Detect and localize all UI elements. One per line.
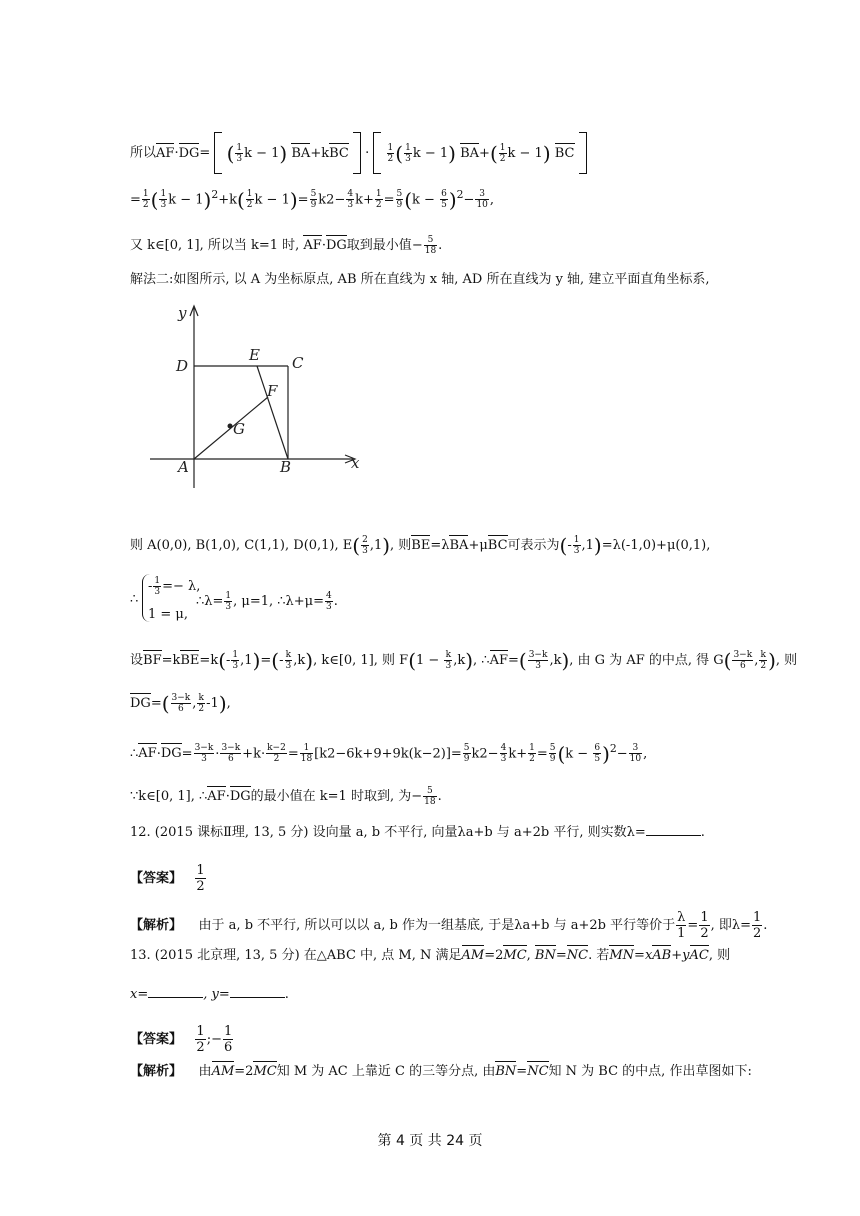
p13-y-label: , y= (203, 987, 230, 1002)
problem13-answer: 【答案】 $\frac{1}{2}$ ;− $\frac{1}{6}$ (130, 1024, 233, 1055)
min-den: 18 (424, 246, 437, 256)
system-eq1: - $\frac{1}{3}$ =− λ, (148, 576, 201, 597)
label-x: x (351, 454, 360, 472)
solution1-line1: 所以AF·DG= ( $\frac{1}{3}$ k − 1) BA+kBC · $\frac{1}{2}$ ( $\frac{1}{3}$ k − 1) BA+( $\frac{1}{2}$ k − 1) BC (130, 132, 587, 174)
p13-analysis-label: 【解析】 (130, 1064, 183, 1079)
text-final-tail2: . (437, 789, 442, 804)
problem13-header: 13. (2015 北京理, 13, 5 分) 在△ABC 中, 点 M, N 满足AM=2MC, BN=NC. 若MN=xAB+yAC, 则 (130, 948, 731, 963)
text-min-tail: 取到最小值 (346, 238, 412, 253)
text-set: 设 (130, 653, 144, 668)
solution2-coords: 则 A(0,0), B(1,0), C(1,1), D(0,1), E( $\frac{2}{3}$ ,1), 则BE=λBA+μBC可表示为(- $\frac{1}{3}$ ,1)=λ(-1,0)+μ(0,1), (130, 533, 711, 558)
text-then: , 则 (775, 653, 798, 668)
p12-answer-label: 【答案】 (130, 871, 183, 886)
text-final-tail: 的最小值在 k=1 时取到, 为 (250, 789, 412, 804)
p13-tail: , 则 (708, 948, 731, 963)
p12-ans-den: 2 (196, 879, 205, 894)
solution2-intro: 解法二:如图所示, 以 A 为坐标原点, AB 所在直线为 x 轴, AD 所在直线为 y 轴, 建立平面直角坐标系, (130, 272, 710, 287)
p13-b: 知 M 为 AC 上靠近 C 的三等分点, 由 (276, 1064, 496, 1079)
solution2-final: ∵k∈[0, 1], ∴AF·DG的最小值在 k=1 时取到, 为− $\frac{5}{18}$ . (130, 786, 442, 807)
p12-ans-num: 1 (196, 863, 205, 878)
label-d: D (176, 357, 189, 375)
label-y: y (178, 304, 187, 322)
solution1-line3: 又 k∈[0, 1], 所以当 k=1 时, AF·DG取到最小值− $\frac{5}{18}$ . (130, 235, 443, 256)
p12-text: 12. (2015 课标Ⅱ理, 13, 5 分) 设向量 a, b 不平行, 向量λa+b 与 a+2b 平行, 则实数λ= (130, 825, 646, 840)
problem12-answer (130, 863, 207, 894)
problem13-blanks: x= , y= . (130, 987, 289, 1002)
system-eq2: 1 = μ, (148, 607, 189, 622)
p13-a: 由 (198, 1064, 212, 1079)
coordinate-diagram (148, 300, 368, 490)
p13-sep: ; (206, 1032, 212, 1047)
text-g-mid: 由 G 为 AF 的中点, 得 G (577, 653, 724, 668)
p12-analysis-text: 由于 a, b 不平行, 所以可以以 a, b 作为一组基底, 于是λa+b 与 a+2b 平行等价于 (198, 918, 676, 933)
bracket-close (353, 132, 361, 174)
label-c: C (292, 354, 304, 372)
min-num: 5 (424, 235, 437, 246)
p13-mid: . 若 (588, 948, 610, 963)
vector-af: AF (156, 145, 175, 161)
system-intro: ∴ (130, 592, 139, 607)
text-coords-tail: 可表示为 (507, 538, 560, 553)
text-final: ∵k∈[0, 1], ∴ (130, 789, 208, 804)
p13-y-blank (230, 985, 285, 998)
text-coords: 则 A(0,0), B(1,0), C(1,1), D(0,1), E (130, 538, 353, 553)
solution2-product: ∴AF·DG= $\frac{3-k}{3}$ · $\frac{3-k}{6}$ +k· $\frac{k-2}{2}$ = $\frac{1}{18}$ [k2−6k+9+9k(k−2)]= $\frac{5}{9}$ k2− $\frac{4}{3}$ k+ $\frac{1}{2}$ = $\frac{5}{9}$ (k − $\frac{6}{5}$ )$^2$− $\frac{3}{10}$ , (130, 741, 648, 766)
bracket-open-2 (373, 132, 381, 174)
p12-blank (646, 823, 701, 836)
label-f: F (267, 382, 278, 400)
expr-dg: $\frac{1}{2}$ ( $\frac{1}{3}$ k − 1) BA+( $\frac{1}{2}$ k − 1) BC (387, 141, 575, 165)
problem12-header: 12. (2015 课标Ⅱ理, 13, 5 分) 设向量 a, b 不平行, 向量λa+b 与 a+2b 平行, 则实数λ= . (130, 825, 705, 840)
system-result: ∴λ= $\frac{1}{3}$ , μ=1, ∴λ+μ= $\frac{4}{3}$ . (196, 591, 338, 612)
solution2-bf: 设BF=kBE=k(- $\frac{1}{3}$ ,1)=(- $\frac{k}{3}$ ,k), k∈[0, 1], 则 F(1 − $\frac{k}{3}$ ,k), ∴AF=( $\frac{3-k}{3}$ ,k), 由 G 为 AF 的中点, 得 G( $\frac{3-k}{6}$ , $\frac{k}{2}$ ), 则 (130, 648, 798, 673)
text-lambda-mu: =λ(-1,0)+μ(0,1), (601, 538, 711, 553)
text-min-cond: 又 k∈[0, 1], 所以当 k=1 时, (130, 238, 304, 253)
vector-dg: DG (178, 145, 200, 161)
label-a: A (178, 458, 189, 476)
p13-c: 知 N 为 BC 的中点, 作出草图如下: (548, 1064, 752, 1079)
segment-eb (257, 366, 288, 459)
p13-x-blank (148, 985, 203, 998)
text-prefix: 所以 (130, 145, 157, 161)
page-footer: 第 4 页 共 24 页 (377, 1133, 483, 1149)
expr-af: ( $\frac{1}{3}$ k − 1) BA+kBC (226, 141, 349, 165)
bracket-close-2 (579, 132, 587, 174)
point-g (228, 424, 233, 429)
p12-analysis-label: 【解析】 (130, 918, 183, 933)
solution2-dg: DG=( $\frac{3-k}{6}$ , $\frac{k}{2}$ -1), (130, 691, 231, 716)
p13-answer-label: 【答案】 (130, 1032, 183, 1047)
problem12-analysis: 【解析】 由于 a, b 不平行, 所以可以以 a, b 作为一组基底, 于是λa+b 与 a+2b 平行等价于 $\frac{\lambda}{1}$ = $\frac{1}{2}$ , 即λ= $\frac{1}{2}$ . (130, 910, 768, 941)
bracket-open (214, 132, 222, 174)
label-g: G (233, 420, 245, 438)
label-e: E (249, 346, 260, 364)
p13-text: 13. (2015 北京理, 13, 5 分) 在△ABC 中, 点 M, N 满足 (130, 948, 462, 963)
p13-x-label: x= (130, 987, 149, 1002)
solution1-line2: = $\frac{1}{2}$ ( $\frac{1}{3}$ k − 1)$^2$+k( $\frac{1}{2}$ k − 1)= $\frac{5}{9}$ k2− $\frac{4}{3}$ k+ $\frac{1}{2}$ = $\frac{5}{9}$ (k − $\frac{6}{5}$ )$^2$− $\frac{3}{10}$ , (130, 187, 495, 212)
p12-analysis-tail: , 即λ= (710, 918, 751, 933)
text-k-range: k∈[0, 1], 则 F (321, 653, 409, 668)
problem13-analysis: 【解析】 由AM=2MC知 M 为 AC 上靠近 C 的三等分点, 由BN=NC知 N 为 BC 的中点, 作出草图如下: (130, 1064, 752, 1079)
label-b: B (280, 458, 292, 476)
